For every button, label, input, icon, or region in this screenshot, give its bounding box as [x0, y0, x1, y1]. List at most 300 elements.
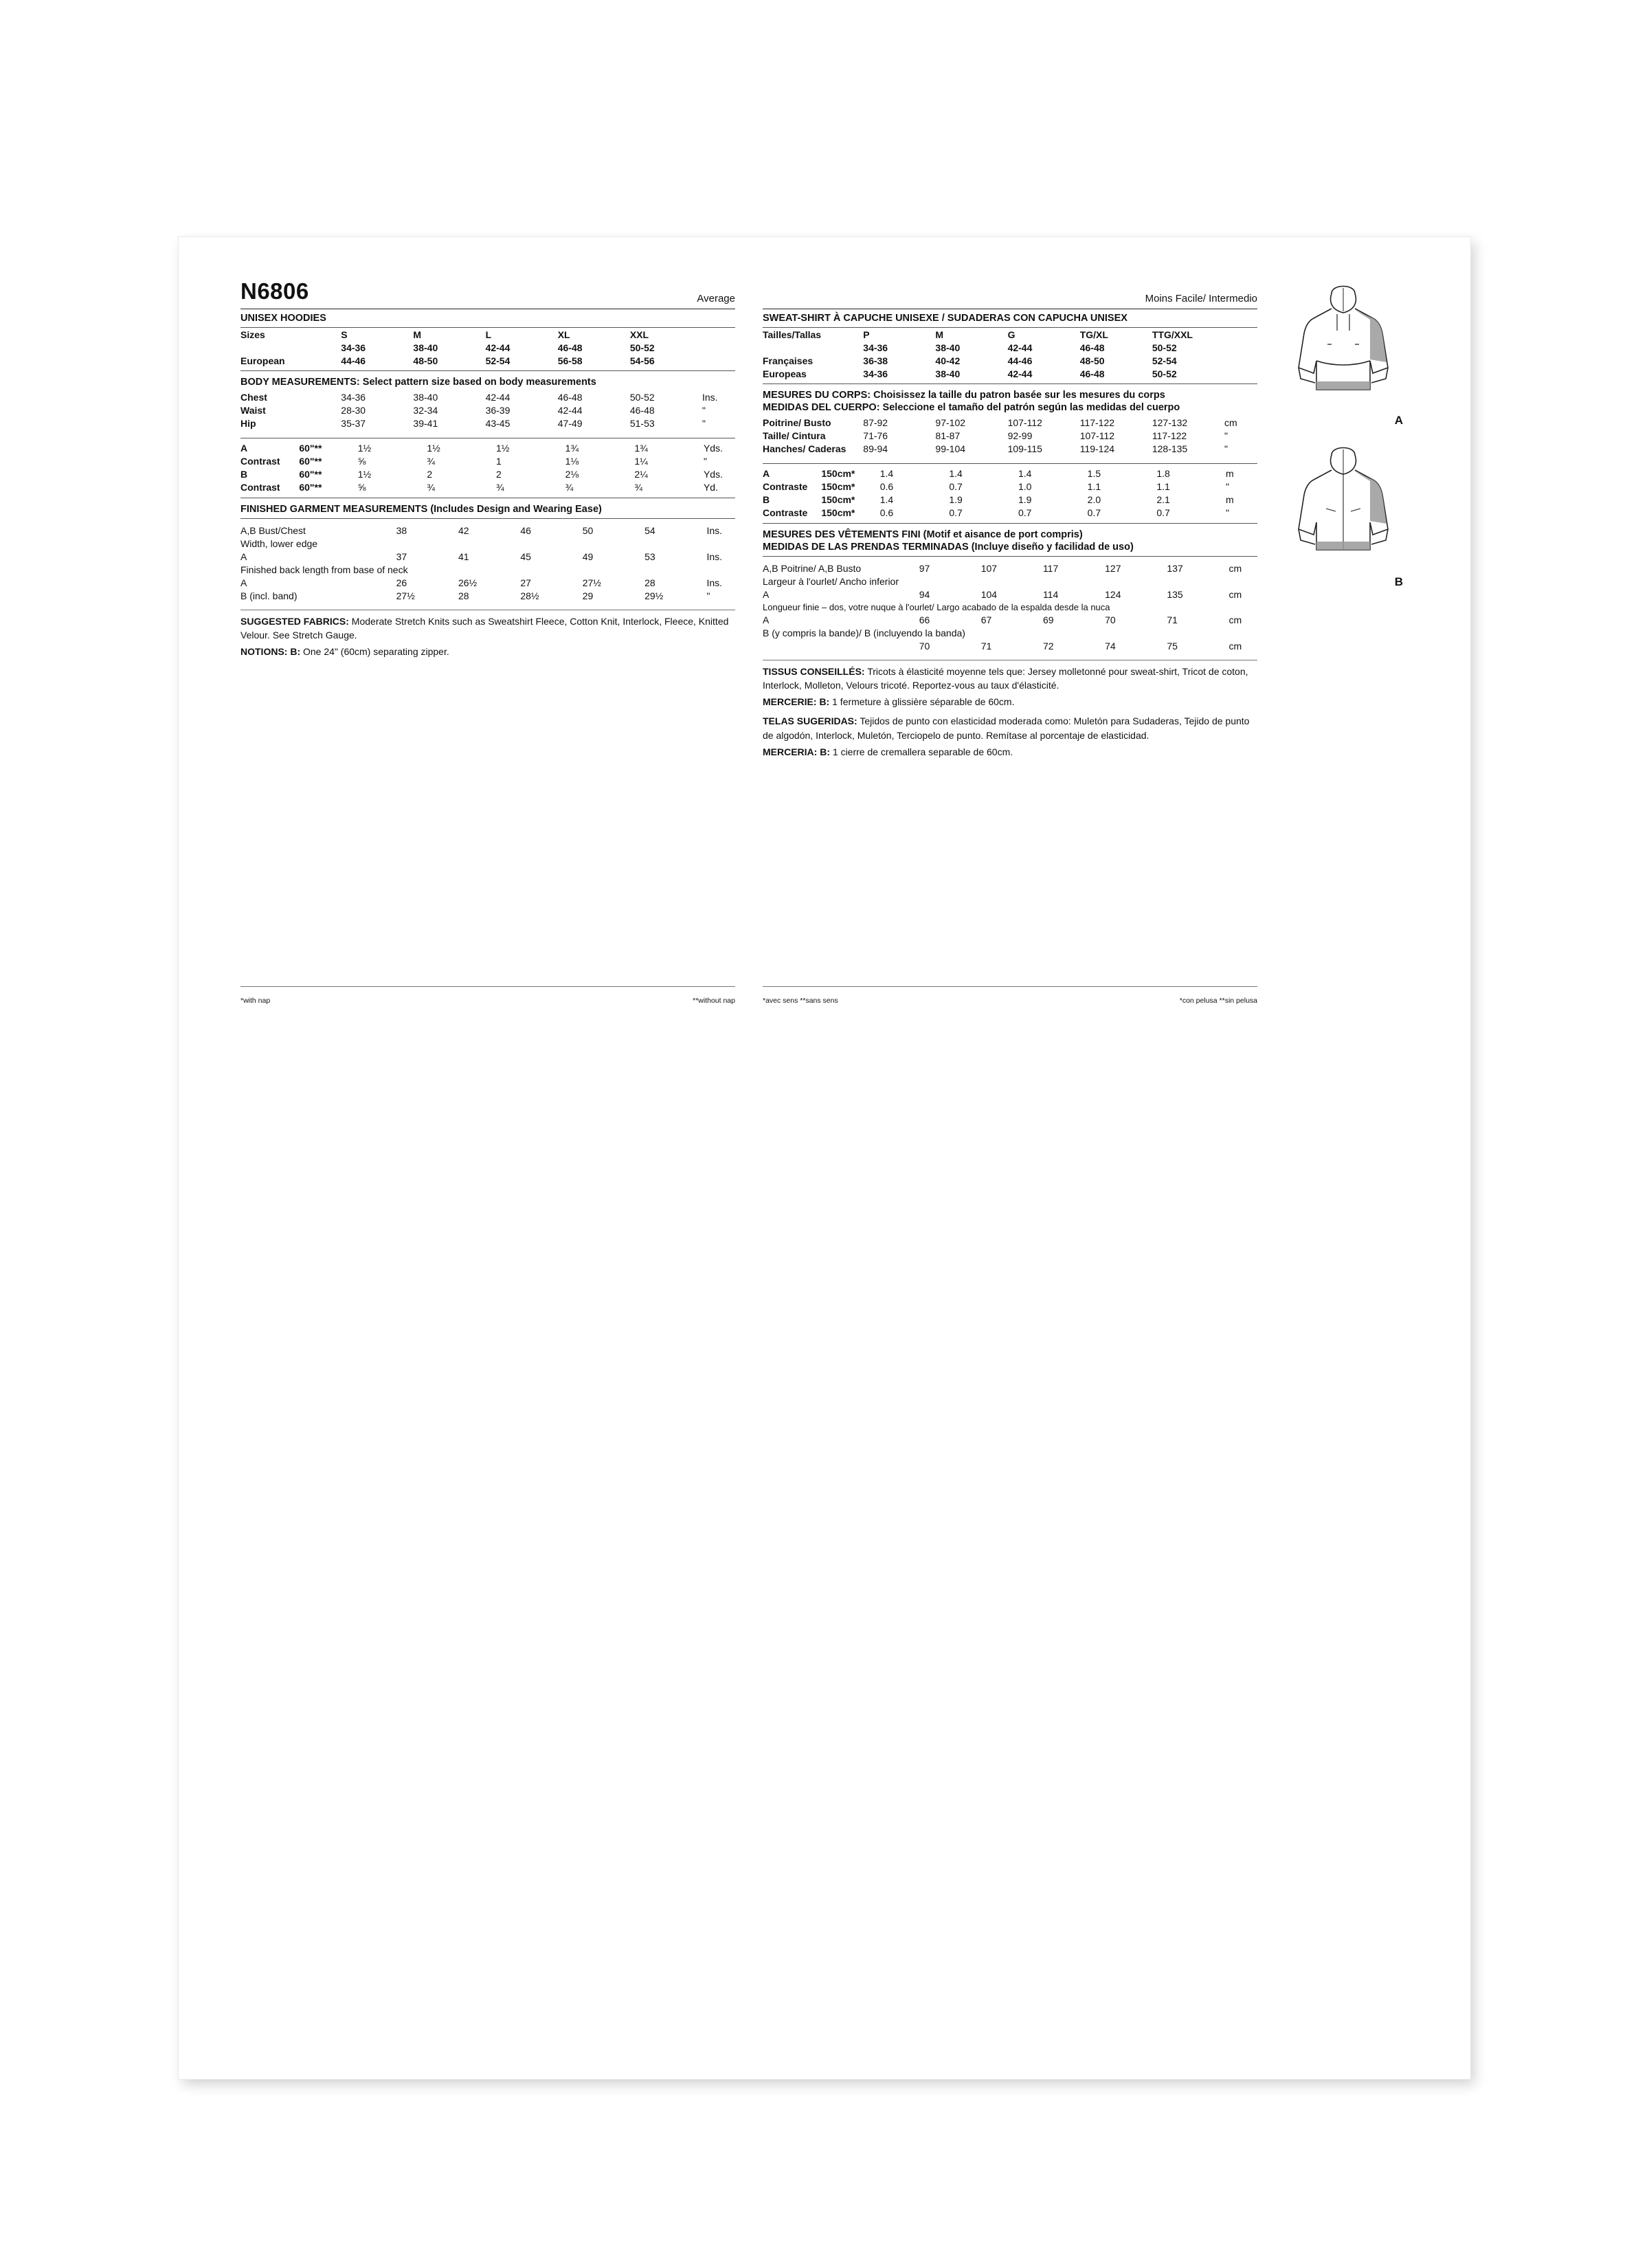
- cell: 107-112: [1079, 430, 1115, 441]
- fabric-width: 150cm*: [821, 494, 855, 505]
- fabric-width: 150cm*: [821, 464, 879, 480]
- footnote-with-nap: *with nap: [240, 997, 271, 1005]
- notions-fr-label: MERCERIE: B:: [763, 696, 830, 708]
- row-label: Contrast: [240, 482, 280, 493]
- cell: 72: [1042, 641, 1054, 652]
- unit: cm: [1229, 563, 1242, 574]
- size-col-head: TTG/XXL: [1152, 329, 1193, 340]
- cell: 97: [919, 563, 930, 574]
- finished-heading-es: MEDIDAS DE LAS PRENDAS TERMINADAS (Incluye diseño y facilidad de uso): [763, 541, 1134, 553]
- unit: ": [1225, 507, 1229, 518]
- row-label: A,B Bust/Chest: [240, 525, 306, 536]
- cell: 107: [980, 563, 998, 574]
- footnote-without-nap: **without nap: [693, 997, 735, 1005]
- cell: 104: [980, 589, 998, 600]
- difficulty-en: Average: [697, 293, 735, 304]
- table-row: [763, 640, 1257, 653]
- table-row: [240, 577, 735, 590]
- cell: 1.4: [880, 464, 950, 480]
- hoodie-view-b-illustration: [1278, 440, 1409, 570]
- fabric-width: 60"**: [299, 482, 322, 493]
- row-label: B: [763, 494, 770, 505]
- footnotes-en: [240, 997, 735, 1005]
- cell: 32-34: [413, 404, 438, 416]
- cell: 0.6: [879, 507, 894, 518]
- cell: 2.1: [1156, 494, 1170, 505]
- cell: 35-37: [341, 417, 366, 429]
- cell: 99-104: [935, 443, 966, 454]
- row-label: A,B Poitrine/ A,B Busto: [763, 563, 862, 574]
- row-label: A: [763, 589, 770, 600]
- table-row: [240, 438, 735, 455]
- hoodie-view-a-illustration: [1278, 278, 1409, 409]
- size-range: 42-44: [1007, 342, 1033, 353]
- row-label: Taille/ Cintura: [763, 430, 826, 441]
- cell: 51-53: [629, 417, 655, 429]
- cell: 37: [396, 551, 407, 562]
- unit: cm: [1229, 614, 1242, 625]
- cell: 26½: [458, 577, 478, 588]
- unit: ": [703, 456, 707, 467]
- size-col-head: XL: [557, 329, 570, 340]
- row-label: A: [240, 551, 247, 562]
- cell: 0.7: [1087, 507, 1101, 518]
- suggested-fabrics-label: SUGGESTED FABRICS:: [240, 615, 349, 627]
- table-row: [240, 390, 735, 403]
- cell: ¾: [496, 482, 504, 493]
- cell: 36-39: [485, 404, 511, 416]
- european-value: 50-52: [1152, 368, 1177, 379]
- view-a-label: A: [1394, 414, 1403, 427]
- table-row: [763, 429, 1257, 442]
- size-col-head: XXL: [629, 329, 649, 340]
- finished-heading-fr: MESURES DES VÊTEMENTS FINI (Motif et aisance de port compris): [763, 529, 1083, 540]
- cell: ¾: [427, 482, 436, 493]
- table-row: [240, 481, 735, 494]
- cell: 54: [644, 525, 655, 536]
- size-range: 38-40: [935, 342, 961, 353]
- fabric-width: 150cm*: [821, 481, 855, 492]
- row-label: Waist: [240, 404, 266, 416]
- row-label: A: [763, 614, 770, 625]
- cell: 1¼: [634, 456, 648, 467]
- cell: 1.1: [1087, 481, 1101, 492]
- cell: 49: [582, 551, 594, 562]
- cell: 28: [644, 577, 655, 588]
- size-table-fr: [763, 328, 1257, 380]
- cell: 2: [427, 469, 433, 480]
- unit: Ins.: [706, 577, 723, 588]
- row-label: Largeur à l'ourlet/ Ancho inferior: [763, 576, 899, 587]
- cell: 94: [919, 589, 930, 600]
- cell: 1.4: [949, 464, 1018, 480]
- cell: 1¾: [565, 438, 635, 455]
- body-measurements-table-fr: [763, 416, 1257, 455]
- notions-fr-text: 1 fermeture à glissière séparable de 60cm.: [832, 696, 1015, 708]
- european-value: 48-50: [413, 355, 438, 366]
- row-label: Contraste: [763, 507, 808, 518]
- table-row: [240, 537, 735, 551]
- cell: 70: [919, 641, 930, 652]
- finished-table-en: [240, 524, 735, 603]
- cell: ¾: [565, 482, 574, 493]
- suggested-fabrics-fr-text: Tricots à élasticité moyenne tels que: Jersey molletonné pour sweat-shirt, Tricot de coton, Interlock, Molleton, Velours tricoté. Reportez-vous au taux d'élasticité.: [763, 665, 1248, 691]
- rule-finished-left-2: [240, 518, 735, 519]
- cell: 0.7: [1156, 507, 1170, 518]
- size-col-head: L: [485, 329, 492, 340]
- cell: 27½: [396, 590, 415, 601]
- cell: 1.8: [1156, 464, 1226, 480]
- cell: 70: [1105, 614, 1116, 625]
- table-row: [240, 328, 735, 341]
- footnote-con-pelusa: *con pelusa **sin pelusa: [1179, 997, 1257, 1005]
- row-label: Hip: [240, 417, 256, 429]
- table-row: [763, 601, 1257, 614]
- row-label: A: [240, 577, 247, 588]
- cell: 1.4: [1018, 464, 1088, 480]
- cell: 117-122: [1079, 416, 1115, 428]
- european-value: 54-56: [629, 355, 655, 366]
- cell: 1½: [427, 438, 496, 455]
- suggested-fabrics-fr-label: TISSUS CONSEILLÉS:: [763, 665, 865, 677]
- body-measurements-heading-fr: MESURES DU CORPS: Choisissez la taille du patron basée sur les mesures du corps: [763, 390, 1165, 401]
- row-label: Contraste: [763, 481, 808, 492]
- cell: 2: [496, 469, 502, 480]
- size-range: 34-36: [341, 342, 366, 353]
- cell: 1½: [357, 469, 372, 480]
- size-col-head: G: [1007, 329, 1016, 340]
- notions-es-text: 1 cierre de cremallera separable de 60cm.: [832, 746, 1013, 757]
- unit: ": [1225, 481, 1229, 492]
- cell: 26: [396, 577, 407, 588]
- row-label: B: [240, 469, 248, 480]
- size-col-head: S: [341, 329, 348, 340]
- unit: ": [706, 590, 710, 601]
- unit: ": [1224, 430, 1228, 441]
- body-measurements-table-en: [240, 390, 735, 430]
- cell: 27½: [582, 577, 601, 588]
- size-col-head: M: [935, 329, 944, 340]
- european-value: 42-44: [1007, 368, 1033, 379]
- rule-body-left: [240, 370, 735, 371]
- notions-text: One 24" (60cm) separating zipper.: [303, 646, 449, 658]
- unit: ": [702, 417, 706, 429]
- cell: 2¼: [634, 469, 648, 480]
- cell: 66: [919, 614, 930, 625]
- cell: 1½: [496, 438, 565, 455]
- table-row: [240, 403, 735, 416]
- cell: 53: [644, 551, 655, 562]
- european-value: 38-40: [935, 368, 961, 379]
- suggested-fabrics-es-label: TELAS SUGERIDAS:: [763, 715, 857, 727]
- cell: 137: [1167, 563, 1183, 574]
- cell: 42-44: [485, 391, 511, 403]
- cell: 29½: [644, 590, 664, 601]
- cell: 81-87: [935, 430, 961, 441]
- french-value: 36-38: [863, 355, 888, 366]
- suggested-fabrics-es: [763, 714, 1257, 742]
- cell: 2⅛: [565, 469, 579, 480]
- table-row: [240, 551, 735, 564]
- unit: Yds.: [704, 438, 735, 455]
- cell: 92-99: [1007, 430, 1033, 441]
- table-row: [240, 416, 735, 430]
- cell: 42: [458, 525, 469, 536]
- french-value: 40-42: [935, 355, 961, 366]
- cell: 135: [1167, 589, 1183, 600]
- cell: 128-135: [1152, 443, 1188, 454]
- cell: 97-102: [935, 416, 966, 428]
- cell: 107-112: [1007, 416, 1042, 428]
- european-label-es: Europeas: [763, 368, 807, 379]
- european-value: 52-54: [485, 355, 511, 366]
- cell: 1.9: [1018, 494, 1032, 505]
- size-range: 50-52: [1152, 342, 1177, 353]
- difficulty-fr: Moins Facile/ Intermedio: [1145, 293, 1257, 304]
- unit: Ins.: [702, 391, 718, 403]
- notions-en: [240, 645, 735, 658]
- rule-footnote-right: [763, 986, 1257, 987]
- fabric-width: 150cm*: [821, 507, 855, 518]
- table-row: [763, 367, 1257, 380]
- view-b-label: B: [1394, 575, 1403, 588]
- cell: 67: [980, 614, 992, 625]
- row-label: Poitrine/ Busto: [763, 416, 831, 428]
- cell: 28½: [520, 590, 539, 601]
- garment-name-en: UNISEX HOODIES: [240, 313, 326, 324]
- suggested-fabrics-es-text: Tejidos de punto con elasticidad moderada como: Muletón para Sudaderas, Tejido de punto de algodón, Interlock, Muletón, Terciopelo de punto. Remítase al porcentaje de elasticidad.: [763, 715, 1250, 741]
- size-table-en: [240, 328, 735, 367]
- table-row: [763, 614, 1257, 627]
- cell: 71-76: [863, 430, 888, 441]
- suggested-fabrics-en: [240, 614, 735, 643]
- unit: ": [1224, 443, 1228, 454]
- table-row: [763, 416, 1257, 429]
- cell: 47-49: [557, 417, 583, 429]
- cell: 29: [582, 590, 594, 601]
- unit: Yds.: [703, 469, 723, 480]
- row-label: Chest: [240, 391, 267, 403]
- cell: 45: [520, 551, 531, 562]
- unit: cm: [1229, 641, 1242, 652]
- notions-es: [763, 745, 1257, 759]
- cell: 43-45: [485, 417, 511, 429]
- suggested-fabrics-fr: [763, 665, 1257, 693]
- cell: ⅝: [357, 456, 366, 467]
- cell: 114: [1042, 589, 1059, 600]
- size-range: 42-44: [485, 342, 511, 353]
- fabric-width: 60"**: [299, 456, 322, 467]
- table-row: [763, 627, 1257, 640]
- rule-footnote-left: [240, 986, 735, 987]
- table-row: [763, 588, 1257, 601]
- finished-table-fr: [763, 562, 1257, 653]
- yardage-table-en: [240, 438, 735, 494]
- line-art-panel: [1278, 278, 1415, 589]
- sizes-label-fr: Tailles/Tallas: [763, 329, 822, 340]
- row-label: B (y compris la bande)/ B (incluyendo la banda): [763, 627, 965, 638]
- suggested-fabrics-text: Moderate Stretch Knits such as Sweatshirt Fleece, Cotton Knit, Interlock, Fleece, Knitted Velour. See Stretch Gauge.: [240, 615, 729, 641]
- yardage-table-fr: [763, 463, 1257, 520]
- body-measurements-heading-en: BODY MEASUREMENTS: Select pattern size based on body measurements: [240, 377, 596, 388]
- cell: 42-44: [557, 404, 583, 416]
- table-row: [763, 341, 1257, 354]
- european-value: 46-48: [1079, 368, 1105, 379]
- table-row: [763, 562, 1257, 575]
- rule-finished-right: [763, 523, 1257, 524]
- view-b-figure: [1278, 440, 1415, 589]
- size-range: 46-48: [1079, 342, 1105, 353]
- table-row: [763, 442, 1257, 455]
- cell: 34-36: [341, 391, 366, 403]
- size-col-head: TG/XL: [1079, 329, 1108, 340]
- cell: 50: [582, 525, 594, 536]
- cell: 119-124: [1079, 443, 1115, 454]
- sizes-label: Sizes: [240, 329, 265, 340]
- cell: 1.9: [949, 494, 963, 505]
- row-label: Contrast: [240, 456, 280, 467]
- footnote-avec-sens: *avec sens **sans sens: [763, 997, 838, 1005]
- fabric-width: 60"**: [299, 469, 322, 480]
- french-value: 48-50: [1079, 355, 1105, 366]
- english-column: [240, 278, 735, 1005]
- rule-finished-right-2: [763, 556, 1257, 557]
- garment-name-fr: SWEAT-SHIRT À CAPUCHE UNISEXE / SUDADERAS CON CAPUCHA UNISEX: [763, 313, 1128, 324]
- finished-heading-en: FINISHED GARMENT MEASUREMENTS (Includes Design and Wearing Ease): [240, 503, 602, 515]
- cell: 117: [1042, 563, 1059, 574]
- cell: 0.7: [1018, 507, 1032, 518]
- size-range: 34-36: [863, 342, 888, 353]
- french-value: 44-46: [1007, 355, 1033, 366]
- cell: 127-132: [1152, 416, 1188, 428]
- table-row: [240, 341, 735, 354]
- row-label: Width, lower edge: [240, 538, 318, 549]
- european-value: 56-58: [557, 355, 583, 366]
- pattern-envelope-back: [179, 237, 1470, 2079]
- french-value: 52-54: [1152, 355, 1177, 366]
- table-row: [240, 455, 735, 468]
- cell: 1⅛: [565, 456, 579, 467]
- cell: 74: [1105, 641, 1116, 652]
- cell: 28-30: [341, 404, 366, 416]
- size-range: 38-40: [413, 342, 438, 353]
- table-row: [240, 590, 735, 603]
- unit: cm: [1229, 589, 1242, 600]
- size-col-head: M: [413, 329, 422, 340]
- table-row: [763, 464, 1257, 480]
- cell: 1½: [358, 438, 427, 455]
- cell: 0.7: [949, 507, 963, 518]
- cell: 28: [458, 590, 469, 601]
- european-label: European: [240, 355, 285, 366]
- fabric-width: 60"**: [299, 438, 357, 455]
- cell: 38: [396, 525, 407, 536]
- unit: Yd.: [703, 482, 718, 493]
- cell: 1.1: [1156, 481, 1170, 492]
- notions-es-label: MERCERIA: B:: [763, 746, 830, 757]
- row-label: B (incl. band): [240, 590, 298, 601]
- cell: 124: [1105, 589, 1121, 600]
- table-row: [763, 507, 1257, 520]
- table-row: [240, 564, 735, 577]
- rule-body-right: [763, 383, 1257, 384]
- size-range: 50-52: [629, 342, 655, 353]
- table-row: [763, 354, 1257, 367]
- cell: 1.4: [879, 494, 894, 505]
- row-label: [763, 640, 919, 653]
- body-measurements-heading-es: MEDIDAS DEL CUERPO: Seleccione el tamaño del patrón según las medidas del cuerpo: [763, 402, 1180, 413]
- cell: 46-48: [557, 391, 583, 403]
- unit: cm: [1224, 416, 1237, 428]
- footnotes-fr-es: [763, 997, 1257, 1005]
- cell: 46: [520, 525, 531, 536]
- unit: m: [1225, 494, 1234, 505]
- cell: 69: [1042, 614, 1054, 625]
- cell: 71: [1167, 614, 1178, 625]
- unit: Ins.: [706, 525, 723, 536]
- cell: 1: [496, 456, 502, 467]
- cell: 89-94: [863, 443, 888, 454]
- cell: 1.5: [1088, 464, 1157, 480]
- view-a-figure: [1278, 278, 1415, 427]
- cell: 0.7: [949, 481, 963, 492]
- table-row: [763, 328, 1257, 341]
- row-label: Longueur finie – dos, votre nuque à l'ourlet/ Largo acabado de la espalda desde la nuca: [763, 602, 1110, 612]
- row-label: A: [240, 438, 299, 455]
- row-label: A: [763, 464, 821, 480]
- cell: 71: [980, 641, 992, 652]
- size-range: 46-48: [557, 342, 583, 353]
- cell: 1¾: [634, 438, 704, 455]
- table-row: [240, 524, 735, 537]
- cell: 27: [520, 577, 531, 588]
- cell: 46-48: [629, 404, 655, 416]
- size-col-head: P: [863, 329, 870, 340]
- notions-fr: [763, 695, 1257, 709]
- european-value: 44-46: [341, 355, 366, 366]
- cell: 2.0: [1087, 494, 1101, 505]
- table-row: [763, 493, 1257, 507]
- cell: ⅝: [357, 482, 366, 493]
- cell: 109-115: [1007, 443, 1042, 454]
- table-row: [763, 480, 1257, 493]
- unit: m: [1226, 464, 1257, 480]
- cell: 41: [458, 551, 469, 562]
- french-spanish-column: [763, 278, 1257, 1005]
- table-row: [240, 468, 735, 481]
- cell: 38-40: [413, 391, 438, 403]
- cell: 127: [1105, 563, 1121, 574]
- table-row: [240, 354, 735, 367]
- pattern-number: N6806: [240, 278, 309, 304]
- cell: 39-41: [413, 417, 438, 429]
- cell: 0.6: [879, 481, 894, 492]
- cell: ¾: [427, 456, 436, 467]
- cell: 117-122: [1152, 430, 1187, 441]
- cell: 50-52: [629, 391, 655, 403]
- cell: ¾: [634, 482, 642, 493]
- row-label: Hanches/ Caderas: [763, 443, 846, 454]
- french-label: Françaises: [763, 355, 814, 366]
- notions-label: NOTIONS: B:: [240, 646, 301, 658]
- unit: ": [702, 404, 706, 416]
- cell: 75: [1167, 641, 1178, 652]
- unit: Ins.: [706, 551, 723, 562]
- cell: 87-92: [863, 416, 888, 428]
- european-value: 34-36: [863, 368, 888, 379]
- table-row: [763, 575, 1257, 588]
- cell: 1.0: [1018, 481, 1032, 492]
